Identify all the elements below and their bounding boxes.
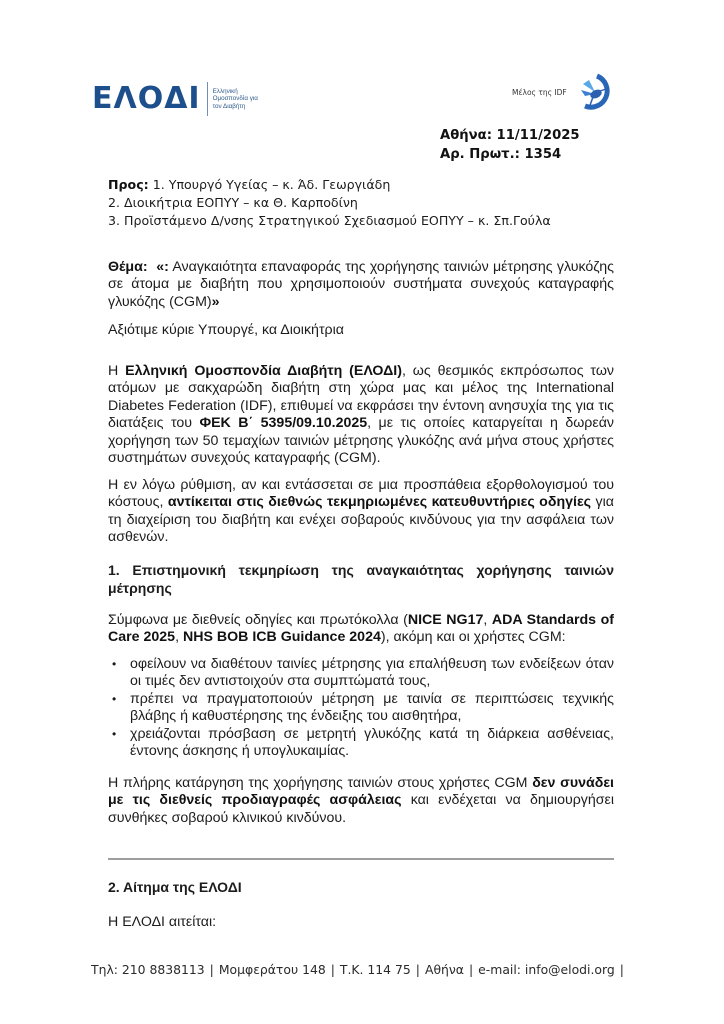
footer-email[interactable]: e-mail: info@elodi.org bbox=[478, 962, 615, 977]
text-run: , bbox=[483, 612, 492, 628]
elodi-logo bbox=[92, 78, 267, 120]
recipient-3: 3. Προϊστάμενο Δ/νσης Στρατηγικού Σχεδιασμού ΕΟΠΥΥ – κ. Σπ.Γούλα bbox=[108, 213, 551, 228]
bold-run: Ελληνική Ομοσπονδία Διαβήτη (ΕΛΟΔΙ) bbox=[125, 363, 402, 379]
footer-contact bbox=[80, 962, 640, 977]
list-item: • χρειάζονται πρόσβαση σε μετρητή γλυκόζης κατά τη διάρκεια ασθένειας, έντονης άσκησης ή υπογλυκαιμίας. bbox=[108, 726, 614, 761]
text-run: , ως θεσμικός εκπρόσωπος των ατόμων με σακχαρώδη διαβήτη στη χώρα μας και μέλος της International Diabetes Federation (IDF), επιθυμεί να εκφράσει την έντονη ανησυχία της για τις διατάξεις του bbox=[108, 363, 615, 432]
logo-tagline: Ελληνική Ομοσπονδία για τον Διαβήτη bbox=[212, 87, 258, 110]
recipient-1: 1. Υπουργό Υγείας – κ. Άδ. Γεωργιάδη bbox=[152, 177, 391, 192]
bold-run: NICE NG17 bbox=[407, 612, 484, 628]
text-run: ), ακόμη και οι χρήστες CGM: bbox=[380, 629, 566, 646]
bold-run: NHS BOB ICB Guidance 2024 bbox=[182, 629, 381, 646]
paragraph-intro bbox=[108, 363, 614, 467]
text-run: Η εν λόγω ρύθμιση, αν και εντάσσεται σε μια προσπάθεια εξορθολογισμού του κόστους, bbox=[108, 477, 614, 511]
text-run: , bbox=[175, 629, 183, 646]
footer-address: Μομφεράτου 148 bbox=[218, 962, 326, 977]
paragraph-request: Η ΕΛΟΔΙ αιτείται: bbox=[108, 914, 217, 930]
text-run: Σύμφωνα με διεθνείς οδηγίες και πρωτόκολλα ( bbox=[108, 612, 408, 628]
idf-label: Μέλος της IDF bbox=[512, 87, 567, 97]
letter-date: Αθήνα: 11/11/2025 bbox=[440, 128, 580, 143]
horizontal-divider bbox=[108, 858, 614, 860]
footer-separator: | bbox=[468, 962, 474, 977]
bold-run: αντίκειται στις διεθνώς τεκμηριωμένες κατευθυντήριες οδηγίες bbox=[167, 494, 592, 511]
footer-separator: | bbox=[415, 962, 420, 977]
requirements-list bbox=[108, 656, 614, 760]
section-1-heading: 1. Επιστημονική τεκμηρίωση της αναγκαιότητας χορήγησης ταινιών μέτρησης bbox=[108, 562, 614, 596]
text-run: , με τις οποίες καταργείται η δωρεάν χορήγηση των 50 τεμαχίων ταινιών μέτρησης γλυκόζης ανά μήνα στους χρήστες συστημάτων συνεχούς καταγραφής (CGM). bbox=[108, 415, 614, 467]
subject-open-quote: «: bbox=[156, 259, 169, 275]
text-run: Η πλήρης κατάργηση της χορήγησης ταινιών στους χρήστες CGM bbox=[108, 775, 533, 791]
list-item: • οφείλουν να διαθέτουν ταινίες μέτρησης για επαλήθευση των ενδείξεων όταν οι τιμές δεν αντιστοιχούν στα συμπτώματά τους, bbox=[108, 656, 614, 691]
footer-city: Αθήνα bbox=[424, 962, 464, 977]
footer-separator: | bbox=[619, 962, 624, 977]
protocol-number: Αρ. Πρωτ.: 1354 bbox=[440, 147, 562, 162]
recipients-label: Προς: bbox=[108, 177, 149, 192]
footer-phone: Τηλ: 210 8838113 bbox=[91, 962, 205, 977]
logo-wordmark: ΕΛΟΔΙ bbox=[92, 81, 201, 116]
logo-divider bbox=[207, 82, 208, 116]
subject-text: Αναγκαιότητα επαναφοράς της χορήγησης ταινιών μέτρησης γλυκόζης σε άτομα με διαβήτη που χρησιμοποιούν συστήματα συνεχούς καταγραφής γλυκόζης (CGM) bbox=[108, 259, 614, 310]
list-item: • πρέπει να πραγματοποιούν μέτρηση με ταινία σε περιπτώσεις τεχνικής βλάβης ή καθυστέρησης της ένδειξης του αισθητήρα, bbox=[108, 691, 614, 726]
subject-block bbox=[108, 259, 614, 311]
bold-run: ΦΕΚ Β΄ 5395/09.10.2025 bbox=[199, 415, 368, 432]
bold-run: δεν συνάδει με τις διεθνείς προδιαγραφές ασφάλειας bbox=[108, 775, 614, 809]
recipients-block bbox=[108, 176, 648, 230]
subject-close-quote: » bbox=[211, 293, 220, 310]
footer-separator: | bbox=[330, 962, 335, 977]
paragraph-guidelines bbox=[108, 612, 614, 647]
recipient-2: 2. Διοικήτρια ΕΟΠΥΥ – κα Θ. Καρποδίνη bbox=[108, 195, 358, 210]
letter-meta bbox=[440, 126, 580, 164]
salutation: Αξιότιμε κύριε Υπουργέ, κα Διοικήτρια bbox=[108, 322, 344, 338]
bold-run: ADA Standards of Care 2025 bbox=[108, 612, 614, 646]
footer-postcode: Τ.Κ. 114 75 bbox=[339, 962, 411, 977]
idf-membership bbox=[512, 70, 619, 114]
text-run: Η bbox=[108, 363, 126, 379]
footer-separator: | bbox=[209, 962, 214, 977]
hummingbird-logo-icon bbox=[575, 70, 619, 114]
section-2-heading: 2. Αίτημα της ΕΛΟΔΙ bbox=[108, 879, 242, 895]
paragraph-conclusion bbox=[108, 775, 614, 827]
subject-label: Θέμα: bbox=[108, 259, 148, 275]
paragraph-concern bbox=[108, 477, 614, 547]
text-run: για τη διαχείριση του διαβήτη και ενέχει σοβαρούς κινδύνους για την ασφάλεια των ασθενών. bbox=[108, 494, 614, 546]
text-run: και ενδέχεται να δημιουργήσει συνθήκες σοβαρού κλινικού κινδύνου. bbox=[108, 792, 615, 826]
